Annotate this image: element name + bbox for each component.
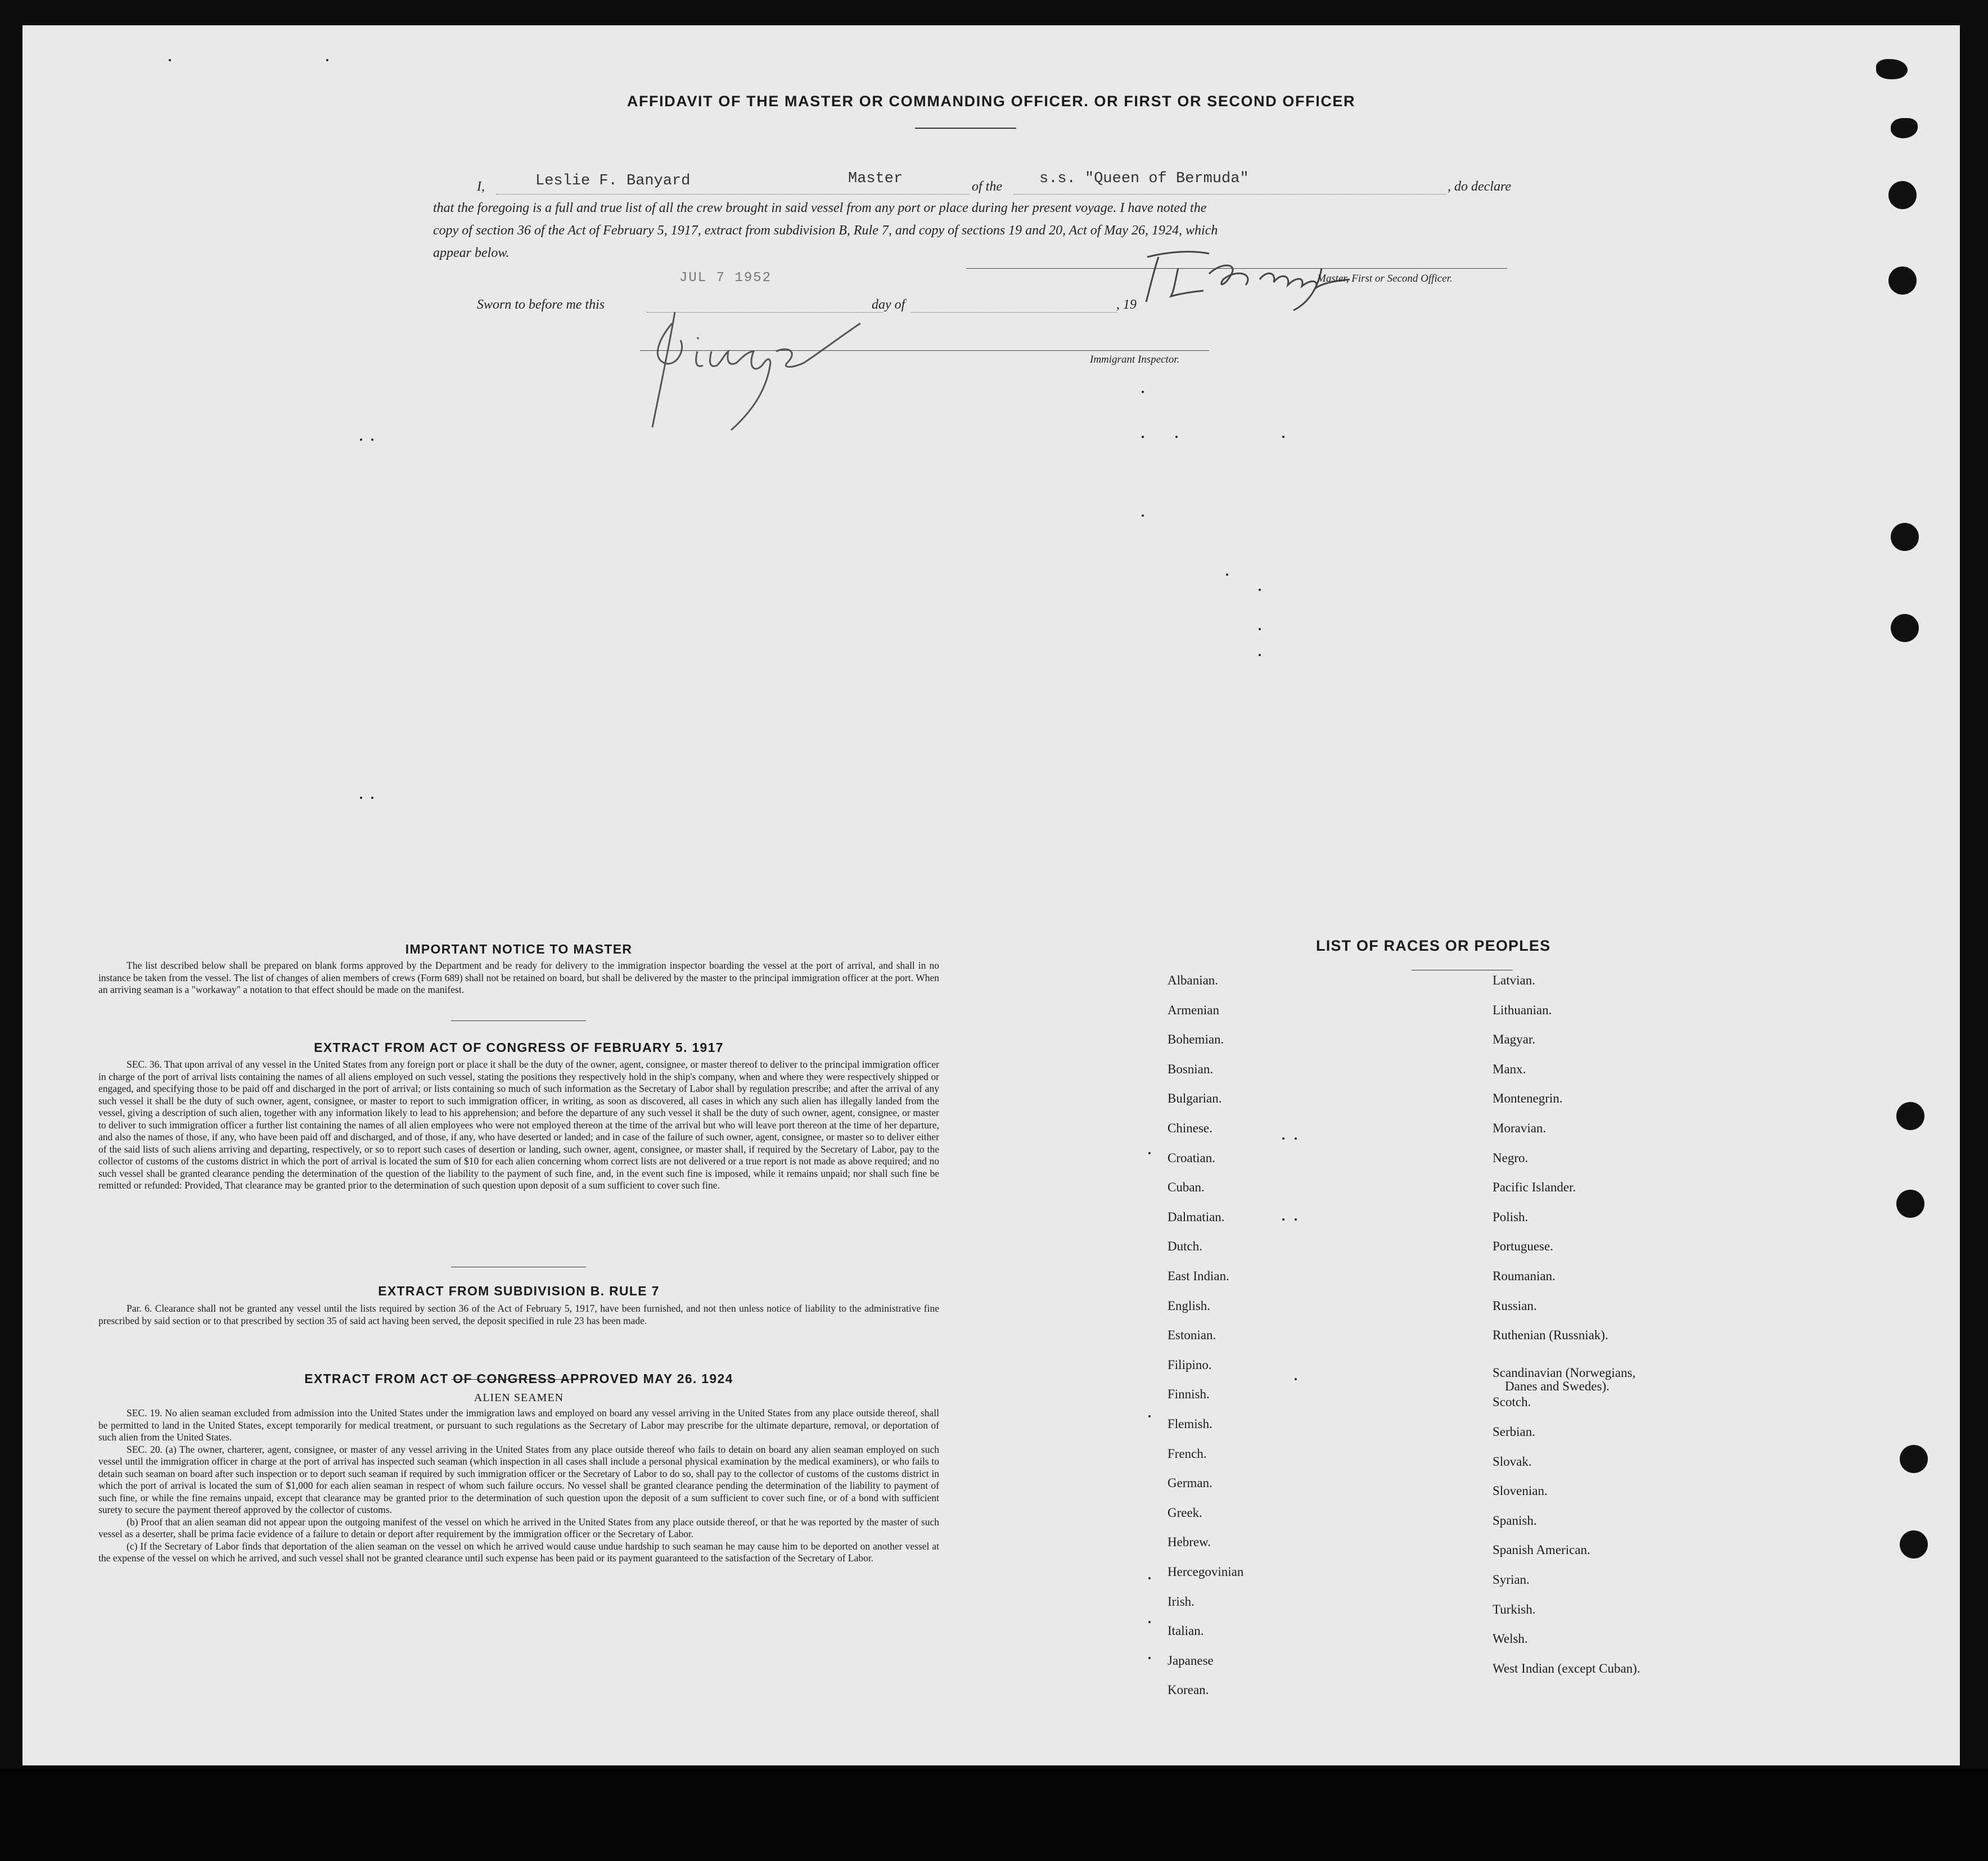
affidavit-title: AFFIDAVIT OF THE MASTER OR COMMANDING OFFICER. OR FIRST OR SECOND OFFICER xyxy=(626,93,1356,110)
master-name: Leslie F. Banyard xyxy=(535,173,691,189)
race-item: East Indian. xyxy=(1167,1269,1229,1283)
alien-seamen-subheading: ALIEN SEAMEN xyxy=(474,1392,564,1404)
race-item: Polish. xyxy=(1493,1210,1529,1224)
of-the-label: of the xyxy=(972,179,1002,194)
do-declare: , do declare xyxy=(1448,179,1512,194)
extract-1924-heading: EXTRACT FROM ACT OF CONGRESS APPROVED MAY 26. 1924 xyxy=(304,1371,733,1386)
race-item: Syrian. xyxy=(1493,1573,1530,1587)
vessel-fill-line xyxy=(1013,194,1446,195)
sworn-label: Sworn to before me this xyxy=(477,297,605,312)
master-rank: Master xyxy=(848,170,903,187)
day-of-label: day of xyxy=(872,297,905,312)
scan-speck xyxy=(1142,436,1144,438)
race-item: Montenegrin. xyxy=(1493,1091,1563,1105)
race-item: Ruthenian (Russniak). xyxy=(1493,1328,1608,1342)
notice-body: The list described below shall be prepared on blank forms approved by the Department and be ready for delivery to the immigration inspector boarding the vessel at the port of arrival, and shall in no instance be taken from the vessel. The list of changes of alien members of crews (Form 689) shall not be retained on board, but shall be delivered by the master to the principal immigration officer at the port. When an arriving seaman is a "workaway" a notation to that effect should be made on the manifest. xyxy=(98,960,939,995)
scan-speck xyxy=(360,797,362,799)
race-item: Greek. xyxy=(1167,1506,1202,1520)
race-item: Dutch. xyxy=(1167,1239,1202,1253)
race-item: Bulgarian. xyxy=(1167,1091,1222,1105)
race-item: Moravian. xyxy=(1493,1121,1547,1135)
race-item: Bohemian. xyxy=(1167,1032,1224,1046)
signature-caption: Master, First or Second Officer. xyxy=(1317,273,1453,284)
extract-1917-body: SEC. 36. That upon arrival of any vessel in the United States from any foreign port or place it shall be the duty of the owner, agent, consignee, or master thereof to deliver to the principal immigration officer in charge of the port of arrival lists containing the names of all aliens employed on such vessel, stating the positions they respectively hold in the ship's company, when and where they were respectively shipped or engaged, and specifying those to be paid off and discharged in the port of arrival; or lists containing so much of such information as the Secretary of Labor shall by regulation prescribe; and after the arrival of any such vessel it shall be the duty of such owner, agent, consignee, or master to report to such immigration officer, in writing, as soon as discovered, all cases in which any such alien has illegally landed from the vessel, giving a description of such alien, together with any information likely to lead to his apprehension; and before the departure of any such vessel it shall be the duty of such owner, agent, consignee, or master to deliver to such immigration officer a further list containing the names of all alien employees who were not employed thereon at the time of the arrival but who will leave port thereon at the time of her departure, and also the names of those, if any, who have been paid off and discharged, and of those, if any, who have deserted or landed; and in case of the failure of such owner, agent, consignee, or master so to deliver either of the said lists of such aliens arriving and departing, respectively, or so to report such cases of desertion or landing, such owner, agent, consignee, or master shall, if required by the Secretary of Labor, pay to the collector of customs of the customs district in which the port of arrival is located the sum of $10 for each alien concerning whom correct lists are not delivered or a true report is not made as above required; and no such vessel shall be granted clearance pending the determination of the question of the liability to the payment of such fine, and, in the event such fine is imposed, while it remains unpaid; nor shall such fine be remitted or refunded: Provided, That clearance may be granted prior to the determination of such question upon deposit of a sum sufficient to cover such fine. xyxy=(98,1059,939,1191)
extract-1917-heading: EXTRACT FROM ACT OF CONGRESS OF FEBRUARY 5. 1917 xyxy=(314,1040,724,1055)
scan-speck xyxy=(1148,1657,1151,1659)
binder-hole xyxy=(1900,1445,1928,1473)
race-item: Estonian. xyxy=(1167,1328,1216,1342)
race-item: Serbian. xyxy=(1493,1425,1536,1439)
scan-speck xyxy=(1175,436,1178,438)
binder-hole xyxy=(1896,1102,1924,1130)
race-item: Bosnian. xyxy=(1167,1062,1214,1076)
binder-hole xyxy=(1888,181,1917,209)
race-item: Dalmatian. xyxy=(1167,1210,1225,1224)
race-item: German. xyxy=(1167,1476,1212,1490)
race-item: Hercegovinian xyxy=(1167,1565,1244,1579)
race-item: English. xyxy=(1167,1299,1211,1313)
scan-speck xyxy=(1282,1218,1284,1221)
scan-speck xyxy=(1282,1137,1284,1140)
scan-speck xyxy=(1226,573,1228,576)
extract-1924-text xyxy=(98,1407,939,1565)
rule7-heading: EXTRACT FROM SUBDIVISION B. RULE 7 xyxy=(378,1284,660,1298)
binder-hole xyxy=(1896,1190,1924,1218)
race-item: Russian. xyxy=(1493,1299,1537,1313)
sec-20a-body: SEC. 20. (a) The owner, charterer, agent, consignee, or master of any vessel arriving in the United States from any place outside thereof who fails to detain on board any alien seaman employed on such vessel until the immigration officer in charge at the port of arrival has inspected such seaman (which inspection in all cases shall include a personal physical examination by the medical examiners), or who fails to detain such seaman on board after such inspection or to deport such seaman if required by such immigration officer or the Secretary of Labor to do so, shall pay to the collector of customs of the customs district in which the port of arrival is located the sum of $1,000 for each alien seaman in respect of whom such failure occurs. No vessel shall be granted clearance pending the determination of the liability to payment of such fine, or while the fine remains unpaid, except that clearance may be granted prior to the determination of such question upon the deposit of a sum sufficient to cover such fine, or of a bond with sufficient surety to secure the payment thereof approved by the collector of customs. xyxy=(98,1443,939,1515)
notice-text xyxy=(98,960,939,996)
notice-heading: IMPORTANT NOTICE TO MASTER xyxy=(405,942,633,956)
sec-20b xyxy=(98,1516,939,1541)
race-item: Armenian xyxy=(1167,1003,1219,1017)
race-item: Spanish. xyxy=(1493,1514,1537,1528)
race-item: Hebrew. xyxy=(1167,1535,1211,1549)
inspector-signature xyxy=(619,290,877,436)
race-item: Turkish. xyxy=(1493,1602,1536,1616)
declaration-line-4: appear below. xyxy=(433,246,510,260)
extract-1917-text xyxy=(98,1059,939,1192)
sec-19 xyxy=(98,1407,939,1444)
declaration-line-2: that the foregoing is a full and true list of all the crew brought in said vessel from any port or place during her present voyage. I have noted the xyxy=(433,201,1207,215)
rule7-body: Par. 6. Clearance shall not be granted any vessel until the lists required by section 36 of the Act of February 5, 1917, have been furnished, and not then unless notice of liability to the administrative fine prescribed by said section or to that prescribed by section 35 of said act having been served, the deposit specified in rule 23 has been made. xyxy=(98,1303,939,1326)
vessel-name: s.s. "Queen of Bermuda" xyxy=(1039,170,1249,187)
race-item: Roumanian. xyxy=(1493,1269,1556,1283)
document-page xyxy=(22,25,1960,1765)
race-item: Spanish American. xyxy=(1493,1543,1590,1557)
scan-speck xyxy=(1259,589,1261,591)
race-item: Manx. xyxy=(1493,1062,1526,1076)
race-item: Finnish. xyxy=(1167,1387,1210,1401)
scan-speck xyxy=(1259,654,1261,656)
scan-speck xyxy=(1148,1415,1151,1417)
binder-hole xyxy=(1876,59,1908,79)
inspector-line xyxy=(640,350,1209,351)
signature-line xyxy=(966,268,1507,269)
race-item: Japanese xyxy=(1167,1654,1214,1668)
race-item: Chinese. xyxy=(1167,1121,1212,1135)
scan-speck xyxy=(371,439,373,441)
race-item: Korean. xyxy=(1167,1683,1209,1697)
sec-20c xyxy=(98,1541,939,1565)
race-item: Lithuanian. xyxy=(1493,1003,1552,1017)
scan-speck xyxy=(1295,1137,1297,1140)
sec-20b-body: (b) Proof that an alien seaman did not appear upon the outgoing manifest of the vessel on which he arrived in the United States from any place outside thereof, or that he was reported by the master of such vessel as a deserter, shall be prima facie evidence of a failure to detain or deport after requirement by the immigration officer or the Secretary of Labor. xyxy=(98,1516,939,1539)
race-item: Flemish. xyxy=(1167,1417,1212,1431)
scan-speck xyxy=(1148,1621,1151,1623)
name-fill-line xyxy=(496,194,970,195)
race-item: Irish. xyxy=(1167,1595,1194,1609)
year-label: , 19 xyxy=(1116,297,1137,312)
binder-hole xyxy=(1891,614,1919,642)
scan-speck xyxy=(1295,1378,1297,1380)
race-item: Italian. xyxy=(1167,1624,1204,1638)
scan-speck xyxy=(360,439,362,441)
scan-bottom-border xyxy=(0,1768,1988,1861)
race-item: Welsh. xyxy=(1493,1632,1528,1646)
sec-20c-body: (c) If the Secretary of Labor finds that deportation of the alien seaman on the vessel on which he arrived would cause undue hardship to such seaman he may cause him to be deported on another vessel at the expense of the vessel on which he arrived, and such vessel shall not be granted clearance until such expense has been paid or its payment guaranteed to the satisfaction of the Secretary of Labor. xyxy=(98,1540,939,1564)
race-item: Albanian. xyxy=(1167,973,1219,987)
title-rule xyxy=(915,128,1016,129)
race-item: Latvian. xyxy=(1493,973,1535,987)
scan-speck xyxy=(1295,1218,1297,1221)
race-item: Cuban. xyxy=(1167,1180,1205,1194)
scan-speck xyxy=(371,797,373,799)
scan-speck xyxy=(1282,436,1284,438)
binder-hole xyxy=(1891,523,1919,551)
sec-20a xyxy=(98,1444,939,1516)
race-item: West Indian (except Cuban). xyxy=(1493,1661,1640,1675)
race-item: Slovak. xyxy=(1493,1455,1532,1469)
binder-hole xyxy=(1900,1530,1928,1559)
binder-hole xyxy=(1888,266,1917,295)
stamp-date: JUL 7 1952 xyxy=(679,270,772,286)
race-item: Pacific Islander. xyxy=(1493,1180,1576,1194)
race-item: Scandinavian (Norwegians, xyxy=(1493,1366,1636,1380)
race-item: Croatian. xyxy=(1167,1151,1215,1165)
race-item: Filipino. xyxy=(1167,1358,1212,1372)
races-heading: LIST OF RACES OR PEOPLES xyxy=(1316,937,1551,954)
scan-speck xyxy=(326,59,328,61)
inspector-caption: Immigrant Inspector. xyxy=(1090,354,1180,365)
month-fill-line xyxy=(911,312,1116,313)
sec-19-body: SEC. 19. No alien seaman excluded from admission into the United States under the immigration laws and employed on board any vessel arriving in the United States from any place outside thereof, shall be permitted to land in the United States, except temporarily for medical treatment, or pursuant to such regulations as the Secretary of Labor may prescribe for the ultimate departure, removal, or deportation of such alien from the United States. xyxy=(98,1407,939,1443)
rule7-text xyxy=(98,1303,939,1327)
scan-speck xyxy=(1148,1577,1151,1579)
scan-speck xyxy=(1142,514,1144,517)
scan-speck xyxy=(1259,628,1261,630)
race-item: French. xyxy=(1167,1447,1207,1461)
race-item: Slovenian. xyxy=(1493,1484,1548,1498)
i-label: I, xyxy=(477,179,485,194)
race-item: Negro. xyxy=(1493,1151,1529,1165)
section-rule xyxy=(451,1020,586,1021)
scan-speck xyxy=(1148,1152,1151,1154)
race-item: Danes and Swedes). xyxy=(1505,1379,1610,1393)
race-item: Portuguese. xyxy=(1493,1239,1553,1253)
scan-speck xyxy=(169,59,171,61)
scan-speck xyxy=(1142,391,1144,393)
race-item: Magyar. xyxy=(1493,1032,1536,1046)
race-item: Scotch. xyxy=(1493,1395,1531,1409)
declaration-line-3: copy of section 36 of the Act of February 5, 1917, extract from subdivision B, Rule 7, and copy of sections 19 and 20, Act of May 26, 1924, which xyxy=(433,223,1218,238)
